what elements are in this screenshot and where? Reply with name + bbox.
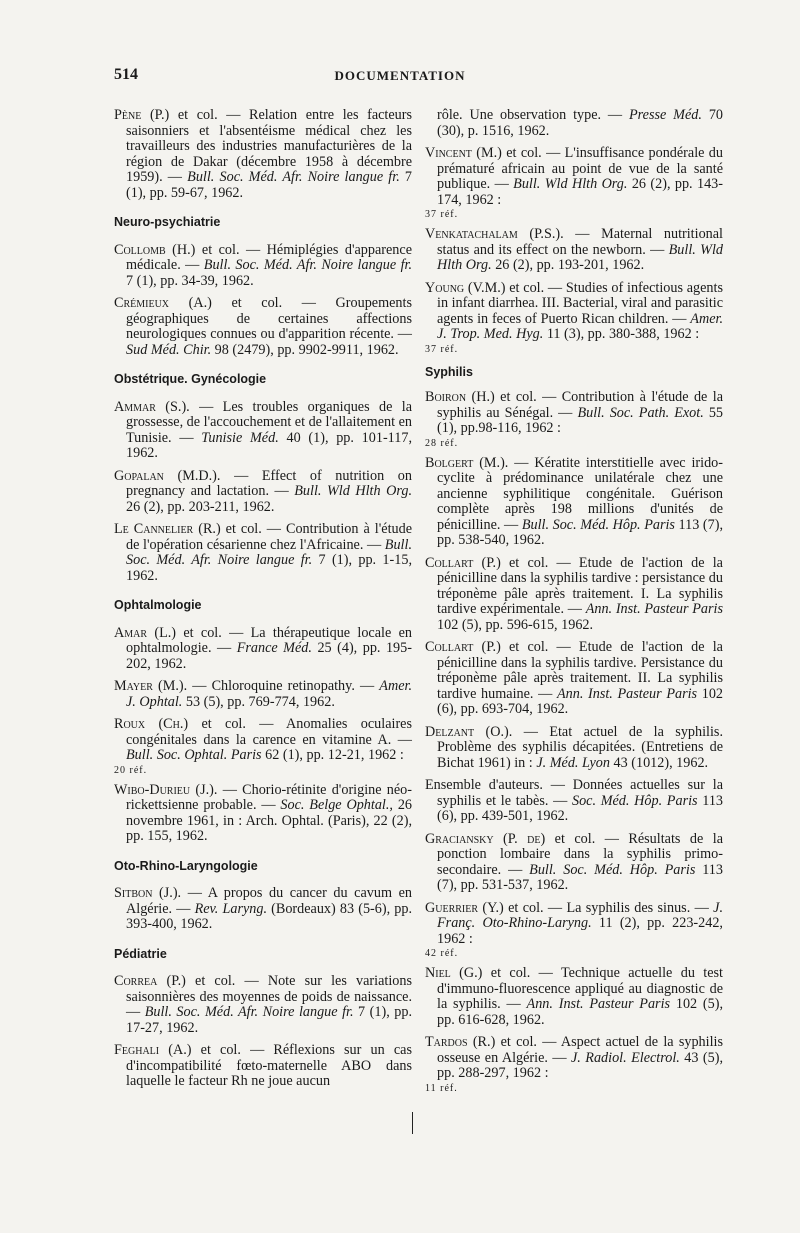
entry-reference-count: 37 réf. — [425, 209, 459, 220]
entry-text: — Kératite interstitielle avec irido-cyclite à prédominance unilatérale chez une ancienne syphilitique congénitale. Guérison complète après 198 millions d'unités de pénicilline. — — [437, 454, 723, 533]
entry-details: 43 (1012), 1962. — [609, 754, 709, 771]
section-heading: Pédiatrie — [114, 946, 167, 961]
section-heading: Ophtalmologie — [114, 598, 202, 612]
entry-text: — Etat actuel de la syphilis. Problème des syphilis décapitées. (Entretiens de Bichat 1961) in : — [437, 723, 723, 771]
bibliography-entry — [425, 1035, 723, 1094]
entry-author: Roux (Ch.) — [114, 716, 189, 732]
entry-author: Le Cannelier (R.) — [114, 521, 221, 537]
entry-author: Sitbon (J.). — [114, 885, 182, 901]
entry-author: Crémieux (A.) — [114, 295, 212, 311]
entry-author: Wibo-Durieu (J.). — [114, 781, 218, 798]
bibliography-entry — [425, 146, 723, 220]
entry-text: et col. — Etude de l'action de la pénicilline dans la syphilis tardive : persistance du tréponème pâle après traitement. I. La syphilis tardive expérimentale. — — [437, 554, 723, 617]
entry-author: Niel (G.) — [425, 965, 483, 981]
entry-details: 26 (2), pp. 143-174, 1962 : — [437, 176, 723, 208]
entry-details: 26 (2), pp. 203-211, 1962. — [126, 498, 275, 515]
entry-details: 113 (6), pp. 439-501, 1962. — [437, 792, 724, 824]
entry-reference-count: 42 réf. — [425, 948, 459, 959]
entry-journal: Presse Méd. — [629, 107, 702, 123]
entry-journal: Bull. Soc. Path. Exot. — [577, 404, 704, 421]
entry-text: et col. — Technique actuelle du test d'immuno-fluorescence appliqué au diagnostic de la syphilis. — — [437, 965, 723, 1012]
entry-author: Venkatachalam (P.S.). — [425, 226, 564, 242]
entry-journal: Bull. Wld Hlth Org. — [294, 483, 412, 499]
entry-text: et col. — Relation entre les facteurs saisonniers et l'absentéisme médical chez les travailleurs des industries manufacturières de la région de Dakar (décembre 1958 à décembre 1959). — — [126, 107, 412, 185]
entry-author: Pène (P.) — [114, 107, 170, 123]
entry-details: 102 (5), pp. 616-628, 1962. — [437, 996, 724, 1028]
bibliography-entry — [114, 626, 412, 673]
entry-text: — A propos du cancer du cavum en Algérie. — — [126, 885, 412, 917]
entry-journal: Ann. Inst. Pasteur Paris — [526, 996, 671, 1012]
entry-text: et col. — Aspect actuel de la syphilis osseuse en Algérie. — — [437, 1034, 723, 1066]
bibliography-entry — [425, 901, 723, 960]
entry-text: et col. — Etude de l'action de la pénicilline dans la syphilis tardive. Persistance du tréponème pâle après traitement. II. La syphilis tardive humaine. — — [437, 639, 723, 702]
section-heading: Neuro-psychiatrie — [114, 215, 221, 229]
entry-text: et col. — L'insuffisance pondérale du prématuré africain au point de vue de la santé publique. — — [437, 145, 723, 192]
entry-author: Gopalan (M.D.). — [114, 467, 221, 484]
bibliography-entry — [425, 725, 723, 772]
entry-text: — Chorio-rétinite d'origine néo-rickettsienne probable. — — [126, 781, 412, 813]
entry-author: Guerrier (Y.) — [425, 899, 504, 916]
entry-details: 7 (1), pp. 59-67, 1962. — [126, 169, 412, 201]
bibliography-entry — [114, 400, 412, 462]
entry-reference-count: 37 réf. — [425, 343, 459, 355]
entry-journal: Bull. Wld Hlth Org. — [437, 241, 723, 273]
entry-journal: Bull. Soc. Méd. Hôp. Paris — [521, 516, 675, 533]
bibliography-entry — [425, 390, 723, 449]
entry-text: et col. — Anomalies oculaires congénitales dans la carence en vitamine A. — — [126, 716, 412, 748]
entry-journal: Bull. Soc. Méd. Afr. Noire langue fr. — [144, 1004, 354, 1020]
page-header — [114, 66, 686, 86]
entry-details: 98 (2479), pp. 9902-9911, 1962. — [211, 341, 399, 358]
entry-text: et col. — La syphilis des sinus. — — [503, 899, 714, 916]
entry-details: (Bordeaux) 83 (5-6), pp. 393-400, 1962. — [126, 900, 412, 932]
entry-author: Graciansky (P. de) — [425, 830, 546, 847]
bibliography-entry — [425, 281, 723, 355]
entry-journal: Amer. J. Ophtal. — [126, 678, 412, 710]
entry-journal: Bull. Soc. Méd. Afr. Noire langue fr. — [187, 169, 400, 185]
bibliography-entry — [425, 456, 723, 549]
entry-text: rôle. Une observation type. — — [437, 107, 629, 123]
running-title: DOCUMENTATION — [334, 68, 466, 83]
bibliography-entry — [114, 783, 412, 845]
entry-author: Ammar (S.). — [114, 398, 190, 415]
entry-author: Young (V.M.) — [425, 279, 506, 296]
entry-details: 53 (5), pp. 769-774, 1962. — [182, 693, 335, 710]
entry-details: 7 (1), pp. 34-39, 1962. — [126, 272, 254, 289]
bibliography-entry — [425, 640, 723, 718]
entry-text: et col. — Note sur les variations saisonnières des moyennes de poids de naissance. — — [126, 973, 412, 1020]
entry-text: et col. — Contribution à l'étude de l'opération césarienne chez l'Africaine. — — [126, 521, 413, 553]
bibliography-entry — [114, 108, 412, 201]
entry-journal: France Méd. — [236, 640, 312, 656]
entry-details: 113 (7), pp. 538-540, 1962. — [437, 516, 723, 548]
entry-journal: Soc. Méd. Hôp. Paris — [571, 792, 698, 809]
entry-text: — Maternal nutritional status and its effect on the newborn. — — [437, 226, 723, 258]
entry-text: et col. — Réflexions sur un cas d'incompatibilité fœto-maternelle ABO dans laquelle le facteur Rh ne joue aucun — [126, 1042, 412, 1089]
entry-text: Ensemble d'auteurs. — Données actuelles sur la syphilis et le tabès. — — [425, 777, 723, 809]
entry-text: — Chloroquine retinopathy. — — [187, 678, 380, 694]
entry-author: Vincent (M.) — [425, 145, 502, 161]
entry-text: et col. — Hémiplégies d'apparence médicale. — — [126, 241, 412, 273]
entry-author: Collart (P.) — [425, 639, 501, 655]
entry-journal: J. Radiol. Electrol. — [571, 1049, 680, 1066]
entry-author: Correa (P.) — [114, 973, 186, 989]
entry-journal: Ann. Inst. Pasteur Paris — [556, 685, 698, 702]
entry-journal: J. Franç. Oto-Rhino-Laryng. — [437, 899, 723, 931]
bibliography-entry — [425, 556, 723, 634]
entry-details: 62 (1), pp. 12-21, 1962 : — [261, 747, 404, 763]
entry-details: 11 (2), pp. 223-242, 1962 : — [437, 915, 723, 947]
page-number: 514 — [114, 66, 138, 83]
entry-reference-count: 11 réf. — [425, 1082, 458, 1094]
right-column — [425, 108, 723, 1101]
entry-details: 25 (4), pp. 195-202, 1962. — [126, 640, 412, 672]
section-heading: Syphilis — [425, 364, 473, 379]
entry-author: Collomb (H.) — [114, 241, 196, 258]
entry-journal: Bull. Soc. Méd. Afr. Noire langue fr. — [126, 536, 412, 568]
entry-journal: Bull. Soc. Méd. Afr. Noire langue fr. — [203, 257, 413, 273]
entry-details: 26 (2), pp. 193-201, 1962. — [491, 257, 645, 273]
column-rule — [412, 1112, 413, 1134]
entry-text: et col. — Groupements géographiques de certaines affections neurologiques connues ou d'apparition récente. — — [126, 295, 412, 342]
entry-details: 113 (7), pp. 531-537, 1962. — [437, 861, 723, 893]
entry-reference-count: 28 réf. — [425, 437, 459, 449]
entry-text: — Les troubles organiques de la grossesse, de l'accouchement et de l'allaitement en Tunisie. — — [126, 398, 412, 446]
entry-details: 11 (3), pp. 380-388, 1962 : — [543, 326, 700, 342]
bibliography-entry — [114, 886, 412, 933]
entry-journal: Bull. Soc. Ophtal. Paris — [126, 747, 262, 763]
entry-details: 7 (1), pp. 1-15, 1962. — [126, 552, 412, 584]
bibliography-entry — [114, 469, 412, 516]
entry-details: 102 (5), pp. 596-615, 1962. — [437, 616, 594, 633]
bibliography-entry — [425, 832, 723, 894]
entry-details: 102 (6), pp. 693-704, 1962. — [437, 685, 724, 717]
entry-text: et col. — Contribution à l'étude de la syphilis au Sénégal. — — [437, 389, 723, 421]
entry-author: Boiron (H.) — [425, 389, 495, 405]
entry-journal: Soc. Belge Ophtal., — [280, 797, 393, 813]
section-heading: Oto-Rhino-Laryngologie — [114, 858, 258, 873]
entry-details: 40 (1), pp. 101-117, 1962. — [126, 429, 412, 461]
entry-author: Delzant (O.). — [425, 723, 513, 740]
entry-journal: Bull. Wld Hlth Org. — [513, 176, 628, 192]
bibliography-entry — [425, 778, 723, 825]
entry-journal: Sud Méd. Chir. — [126, 341, 212, 358]
entry-text: et col. — Résultats de la ponction lombaire dans la syphilis primo-secondaire. — — [437, 830, 723, 878]
entry-journal: Amer. J. Trop. Med. Hyg. — [437, 310, 723, 342]
entry-text: et col. — La thérapeutique locale en ophtalmologie. — — [126, 624, 412, 656]
bibliography-entry — [114, 717, 412, 776]
entry-text: — Effect of nutrition on pregnancy and lactation. — — [126, 467, 412, 499]
entry-author: Collart (P.) — [425, 554, 501, 571]
bibliography-entry — [114, 679, 412, 710]
bibliography-entry — [114, 974, 412, 1036]
entry-author: Feghali (A.) — [114, 1042, 192, 1058]
bibliography-entry — [114, 296, 412, 358]
entry-journal: J. Méd. Lyon — [536, 754, 610, 771]
entry-details: 55 (1), pp.98-116, 1962 : — [437, 404, 723, 436]
entry-journal: Rev. Laryng. — [194, 900, 267, 917]
bibliography-entry — [114, 243, 412, 290]
bibliography-entry — [425, 227, 723, 274]
continued-entry — [425, 108, 723, 139]
bibliography-entry — [114, 1043, 412, 1090]
entry-journal: Ann. Inst. Pasteur Paris — [585, 601, 723, 617]
entry-text: et col. — Studies of infectious agents in infant diarrhea. III. Bacterial, viral and parasitic agents in feces of Puerto Rican children. — — [437, 279, 723, 327]
entry-author: Mayer (M.). — [114, 678, 188, 694]
entry-details: 43 (5), pp. 288-297, 1962 : — [437, 1049, 723, 1081]
bibliography-entry — [114, 522, 412, 584]
left-column — [114, 108, 412, 1097]
entry-author: Bolgert (M.). — [425, 454, 509, 471]
entry-details: 70 (30), p. 1516, 1962. — [437, 107, 724, 139]
entry-journal: Bull. Soc. Méd. Hôp. Paris — [529, 861, 696, 878]
bibliography-entry — [425, 966, 723, 1028]
section-heading: Obstétrique. Gynécologie — [114, 372, 267, 386]
entry-reference-count: 20 réf. — [114, 764, 148, 776]
entry-journal: Tunisie Méd. — [201, 429, 279, 446]
entry-details: 26 novembre 1961, in : Arch. Ophtal. (Paris), 22 (2), pp. 155, 1962. — [126, 797, 413, 844]
entry-author: Amar (L.) — [114, 624, 177, 641]
entry-details: 7 (1), pp. 17-27, 1962. — [126, 1004, 412, 1036]
entry-author: Tardos (R.) — [425, 1034, 496, 1050]
